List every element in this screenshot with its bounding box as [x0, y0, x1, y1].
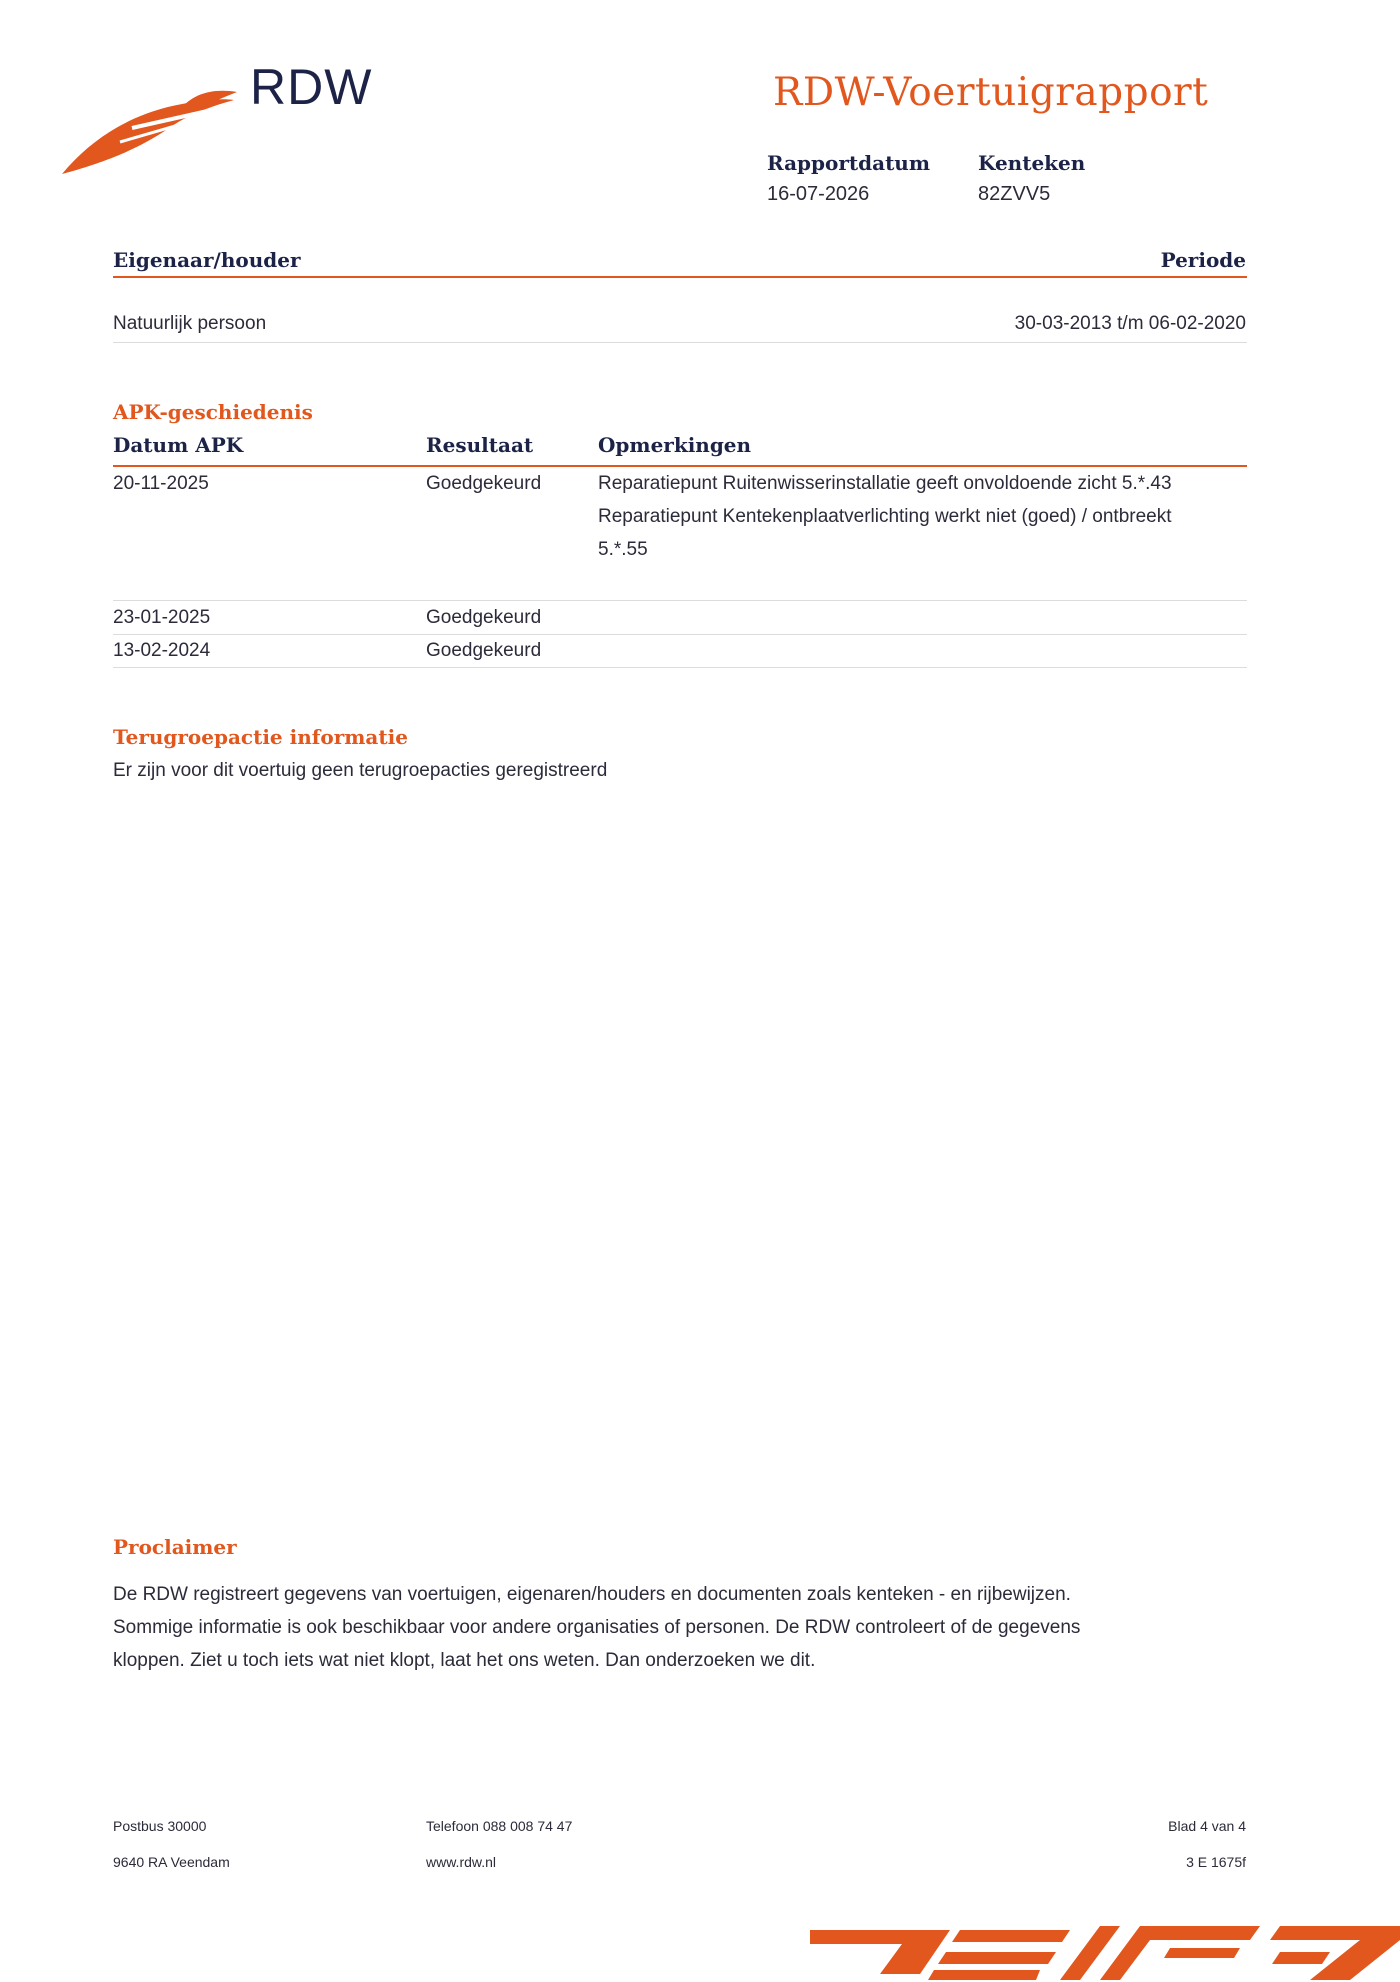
rdw-logo-icon: [62, 88, 237, 178]
report-date-label: Rapportdatum: [767, 151, 931, 175]
apk-row-rule: [113, 634, 1247, 635]
footer-doc-code: 3 E 1675f: [1186, 1854, 1246, 1870]
owner-row-rule: [113, 342, 1247, 343]
proclaimer-line: De RDW registreert gegevens van voertuigen, eigenaren/houders en documenten zoals kenteken - en rijbewijzen.: [113, 1584, 1071, 1605]
apk-remark: Reparatiepunt Ruitenwisserinstallatie geeft onvoldoende zicht 5.*.43: [598, 473, 1172, 494]
recall-text: Er zijn voor dit voertuig geen terugroepacties geregistreerd: [113, 760, 608, 781]
proclaimer-line: Sommige informatie is ook beschikbaar voor andere organisaties of personen. De RDW controleert of de gegevens: [113, 1617, 1081, 1638]
footer-phone: Telefoon 088 008 74 47: [426, 1818, 573, 1834]
apk-date: 13-02-2024: [113, 640, 211, 661]
recall-section-title: Terugroepactie informatie: [113, 725, 408, 749]
apk-result: Goedgekeurd: [426, 607, 542, 628]
footer-website[interactable]: www.rdw.nl: [426, 1854, 497, 1870]
footer-page-number: Blad 4 van 4: [1168, 1818, 1246, 1834]
apk-col-result: Resultaat: [426, 433, 534, 457]
brand-stripes-icon: [810, 1922, 1400, 1982]
proclaimer-title: Proclaimer: [113, 1535, 237, 1559]
apk-date: 23-01-2025: [113, 607, 211, 628]
plate-label: Kenteken: [978, 151, 1086, 175]
owner-column-header: Eigenaar/houder: [113, 248, 301, 272]
apk-result: Goedgekeurd: [426, 473, 542, 494]
apk-date: 20-11-2025: [113, 473, 209, 494]
apk-col-date: Datum APK: [113, 433, 244, 457]
apk-row-rule: [113, 667, 1247, 668]
proclaimer-line: kloppen. Ziet u toch iets wat niet klopt, laat het ons weten. Dan onderzoeken we dit.: [113, 1650, 816, 1671]
owner-period: 30-03-2013 t/m 06-02-2020: [1014, 313, 1246, 334]
apk-row-rule: [113, 600, 1247, 601]
owner-type: Natuurlijk persoon: [113, 313, 267, 334]
apk-remark: Reparatiepunt Kentekenplaatverlichting werkt niet (goed) / ontbreekt 5.*.55: [598, 506, 1172, 560]
logo-text: RDW: [250, 59, 373, 115]
footer-postbus: Postbus 30000: [113, 1818, 207, 1834]
report-date-value: 16-07-2026: [767, 183, 870, 205]
proclaimer-text: [113, 1578, 1263, 1677]
owner-header-rule: [113, 276, 1247, 278]
page-title: RDW-Voertuigrapport: [773, 70, 1209, 115]
period-column-header: Periode: [1160, 248, 1246, 272]
apk-col-remarks: Opmerkingen: [598, 433, 752, 457]
footer-city: 9640 RA Veendam: [113, 1854, 230, 1870]
apk-result: Goedgekeurd: [426, 640, 542, 661]
apk-section-title: APK-geschiedenis: [113, 400, 313, 424]
plate-value: 82ZVV5: [978, 183, 1051, 205]
